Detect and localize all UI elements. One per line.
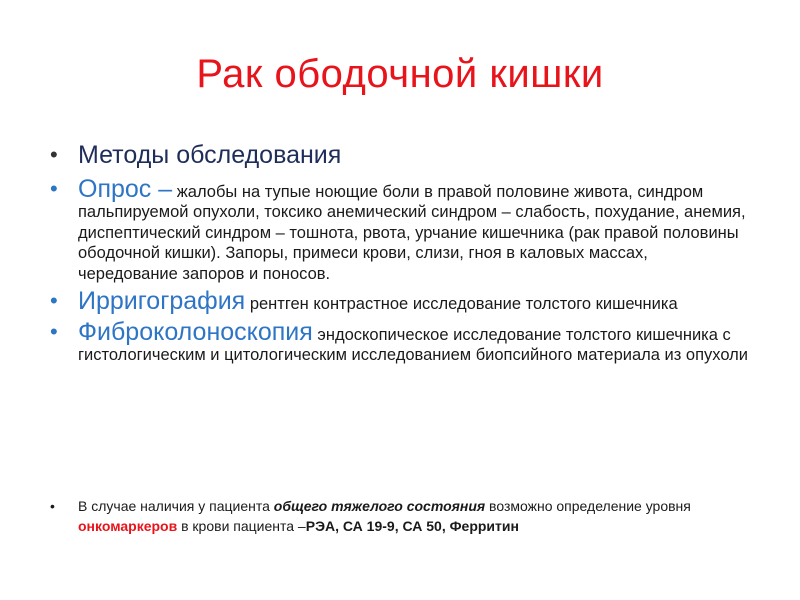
- bullet-icon: •: [50, 175, 58, 201]
- note-text-1: В случае наличия у пациента: [78, 498, 274, 514]
- item-text: рентген контрастное исследование толстого кишечника: [249, 295, 678, 313]
- item-text: жалобы на тупые ноющие боли в правой половине живота, синдром пальпируемой опухоли, токсико анемический синдром – слабость, похудание, анемия, диспептический синдром – тошнота, рвота, урчание кишечника (рак правой половины ободочной кишки). Запоры, примеси крови, слизи, гноя в каловых массах, чередование запоров и поносов.: [78, 182, 746, 283]
- item-lead: Опрос –: [78, 174, 173, 203]
- bullet-list: [48, 141, 748, 373]
- item-lead: Методы обследования: [78, 141, 342, 169]
- bullet-icon: •: [50, 288, 58, 313]
- list-item: [48, 141, 748, 169]
- note-markers: онкомаркеров: [78, 518, 178, 534]
- bullet-icon: •: [50, 318, 58, 344]
- note-emphasis: общего тяжелого состояния: [273, 498, 486, 514]
- bullet-icon: •: [50, 142, 58, 167]
- item-text: эндоскопическое исследование толстого кишечника с гистологическим и цитологическим исследованием биопсийного материала из опухоли: [78, 325, 748, 364]
- item-lead: Ирригография: [78, 287, 246, 315]
- bullet-icon: •: [50, 498, 55, 514]
- list-item: [48, 317, 748, 366]
- list-item: [48, 287, 748, 315]
- note-text-2: возможно определение уровня: [485, 498, 691, 514]
- list-item: [48, 174, 748, 285]
- item-lead: Фиброколоноскопия: [78, 317, 313, 346]
- note-text-3: в крови пациента –: [177, 518, 306, 534]
- footnote: [48, 496, 778, 536]
- note-marker-list: РЭА, СА 19-9, СА 50, Ферритин: [305, 518, 519, 534]
- slide-title: Рак ободочной кишки: [196, 52, 604, 96]
